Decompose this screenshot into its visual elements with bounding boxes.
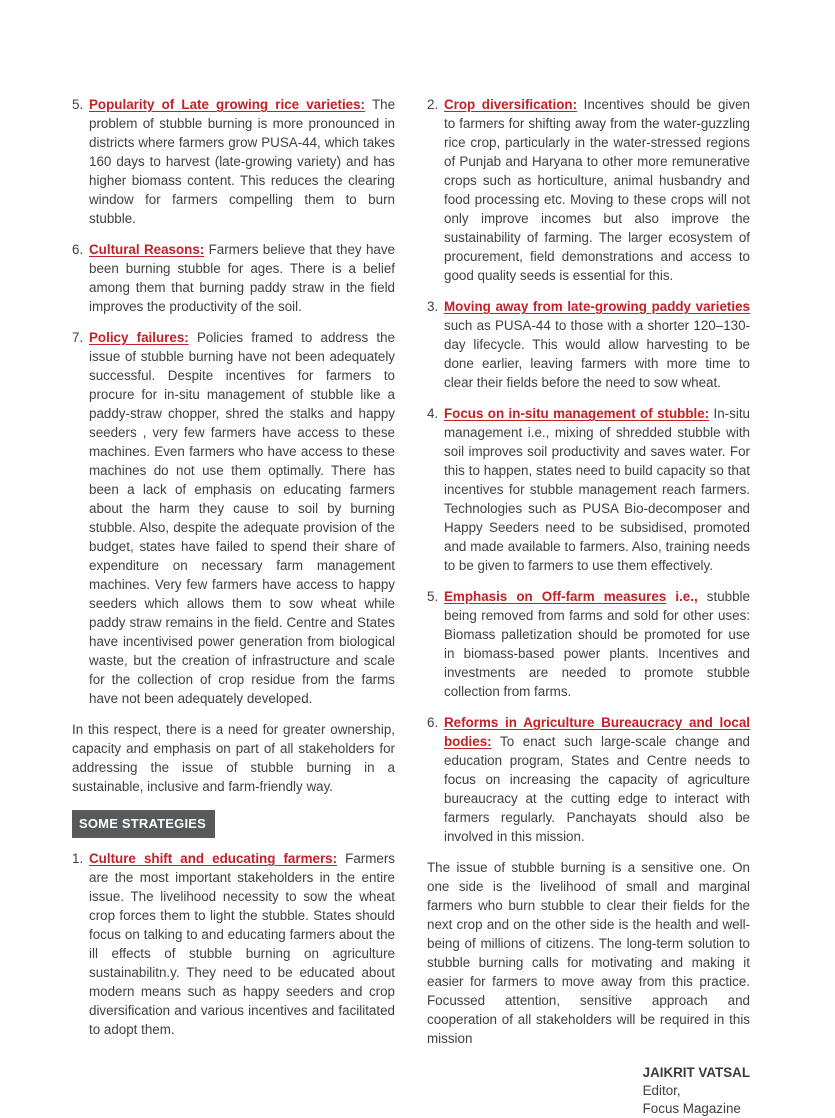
signature-org: Focus Magazine [642,1101,741,1116]
list-item [72,849,395,1039]
list-number: 6. [427,715,439,730]
list-item [72,328,395,708]
list-item-text [89,240,395,316]
list-item-text [444,404,750,575]
list-item-text [444,713,750,846]
closing-paragraph: The issue of stubble burning is a sensitive one. On one side is the livelihood of small and marginal farmers who burn stubble to clear their fields for the next crop and on the other side is the health and well-being of millions of citizens. The long-term solution to stubble burning calls for motivating and making it easier for farmers to move away from this practice. Focussed attention, sensitive approach and cooperation of all stakeholders will be required in this mission [427,860,750,1046]
item-heading: Emphasis on Off-farm measures [444,589,667,604]
item-body-text: Policies framed to address the issue of stubble burning have not been adequately successful. Despite incentives for farmers to procure for in-situ management of stubble like a paddy-straw chopper, shred the stalks and happy seeders , very few farmers have access to these machines. Even farmers who have access to these machines do not use them optimally. There has been a lack of emphasis on educating farmers about the harm they cause to soil by burning stubble. Also, despite the adequate provision of the budget, states have failed to spend their share of expenditure on necessary farm management machines. Very few farmers have access to happy seeders which allows them to sow wheat while paddy straw remains in the field. Centre and States have incentivised power generation from biological waste, but the creation of infrastructure and scale for the collection of crop residue from the farms have not been adequately developed. [89,330,395,706]
item-heading: Cultural Reasons: [89,242,205,257]
left-column [72,95,395,1104]
list-item-text [444,587,750,701]
list-number: 3. [427,299,439,314]
item-body-text: Farmers are the most important stakeholders in the entire issue. The livelihood necessity to sow the wheat crop forces them to light the stubble. States should focus on talking to and educating farmers about the ill effects of stubble burning on agriculture sustainabilitn.y. They need to be educated about modern means such as happy seeders and crop diversification and various incentives and facilitated to adopt them. [89,851,395,1037]
right-column [427,95,750,1116]
list-item-text [89,95,395,228]
item-heading: Culture shift and educating farmers: [89,851,338,866]
list-item [427,587,750,701]
list-item-text [444,297,750,392]
item-heading: Reforms in Agriculture Bureaucracy and local bodies: [444,715,750,749]
section-header-some-strategies: SOME STRATEGIES [72,810,215,838]
list-item [427,404,750,575]
list-number: 5. [72,97,84,112]
signature-role: Editor, [642,1083,681,1098]
item-heading: Popularity of Late growing rice varieties: [89,97,366,112]
list-item [427,713,750,846]
item-body-text: To enact such large-scale change and education program, States and Centre needs to focus on increasing the capacity of agriculture bureaucracy at the cutting edge to interact with farmers regularly. Panchayats should also be involved in this mission. [444,734,750,844]
list-item-text [89,328,395,708]
item-body-text: The problem of stubble burning is more pronounced in districts where farmers grow PUSA-44, which takes 160 days to harvest (late-growing variety) and has higher biomass content. This reduces the clearing window for farmers compelling them to burn stubble. [89,97,396,226]
closing-paragraph: In this respect, there is a need for greater ownership, capacity and emphasis on part of all stakeholders for addressing the issue of stubble burning in a sustainable, inclusive and farm-friendly way. [72,722,395,794]
item-heading-suffix: i.e., [675,589,698,604]
item-heading: Crop diversification: [444,97,578,112]
list-number: 1. [72,851,84,866]
list-item [427,95,750,285]
list-number: 6. [72,242,84,257]
list-number: 4. [427,406,439,421]
item-body-text: In-situ management i.e., mixing of shredded stubble with soil improves soil productivity and saves water. For this to happen, states need to build capacity so that incentives for stubble management reach farmers. Technologies such as PUSA Bio-decomposer and Happy Seeders need to be subsidised, promoted and made available to farmers. Also, training needs to be given to farmers to use them effectively. [444,406,750,573]
item-body-text: such as PUSA-44 to those with a shorter 120–130-day lifecycle. This would allow harvesting to be done earlier, leaving farmers with more time to clear their fields before the need to sow wheat. [444,318,750,390]
item-heading: Moving away from late-growing paddy varieties [444,299,750,314]
signature-block [643,1064,750,1118]
list-number: 5. [427,589,439,604]
list-item [72,240,395,316]
list-item-text [89,849,395,1039]
list-number: 2. [427,97,439,112]
list-item-text [444,95,750,285]
item-heading: Policy failures: [89,330,189,345]
signature-name: JAIKRIT VATSAL [642,1065,750,1080]
item-body-text: Farmers believe that they have been burning stubble for ages. There is a belief among them that burning paddy straw in the field improves the productivity of the soil. [89,242,395,314]
list-item [427,297,750,392]
list-item [72,95,395,228]
item-body-text: stubble being removed from farms and sold for other uses: Biomass palletization should be promoted for use in biomass-based power plants. Incentives and investments are needed to promote stubble collection from farms. [444,589,750,699]
list-number: 7. [72,330,84,345]
item-heading: Focus on in-situ management of stubble: [444,406,710,421]
item-body-text: Incentives should be given to farmers for shifting away from the water-guzzling rice crop, particularly in the water-stressed regions of Punjab and Haryana to other more remunerative crops such as horticulture, animal husbandry and food processing etc. Moving to these crops will not only improve incomes but also improve the sustainability of farming. The larger ecosystem of procurement, field demonstrations and access to good quality seeds is essential for this. [444,97,750,283]
